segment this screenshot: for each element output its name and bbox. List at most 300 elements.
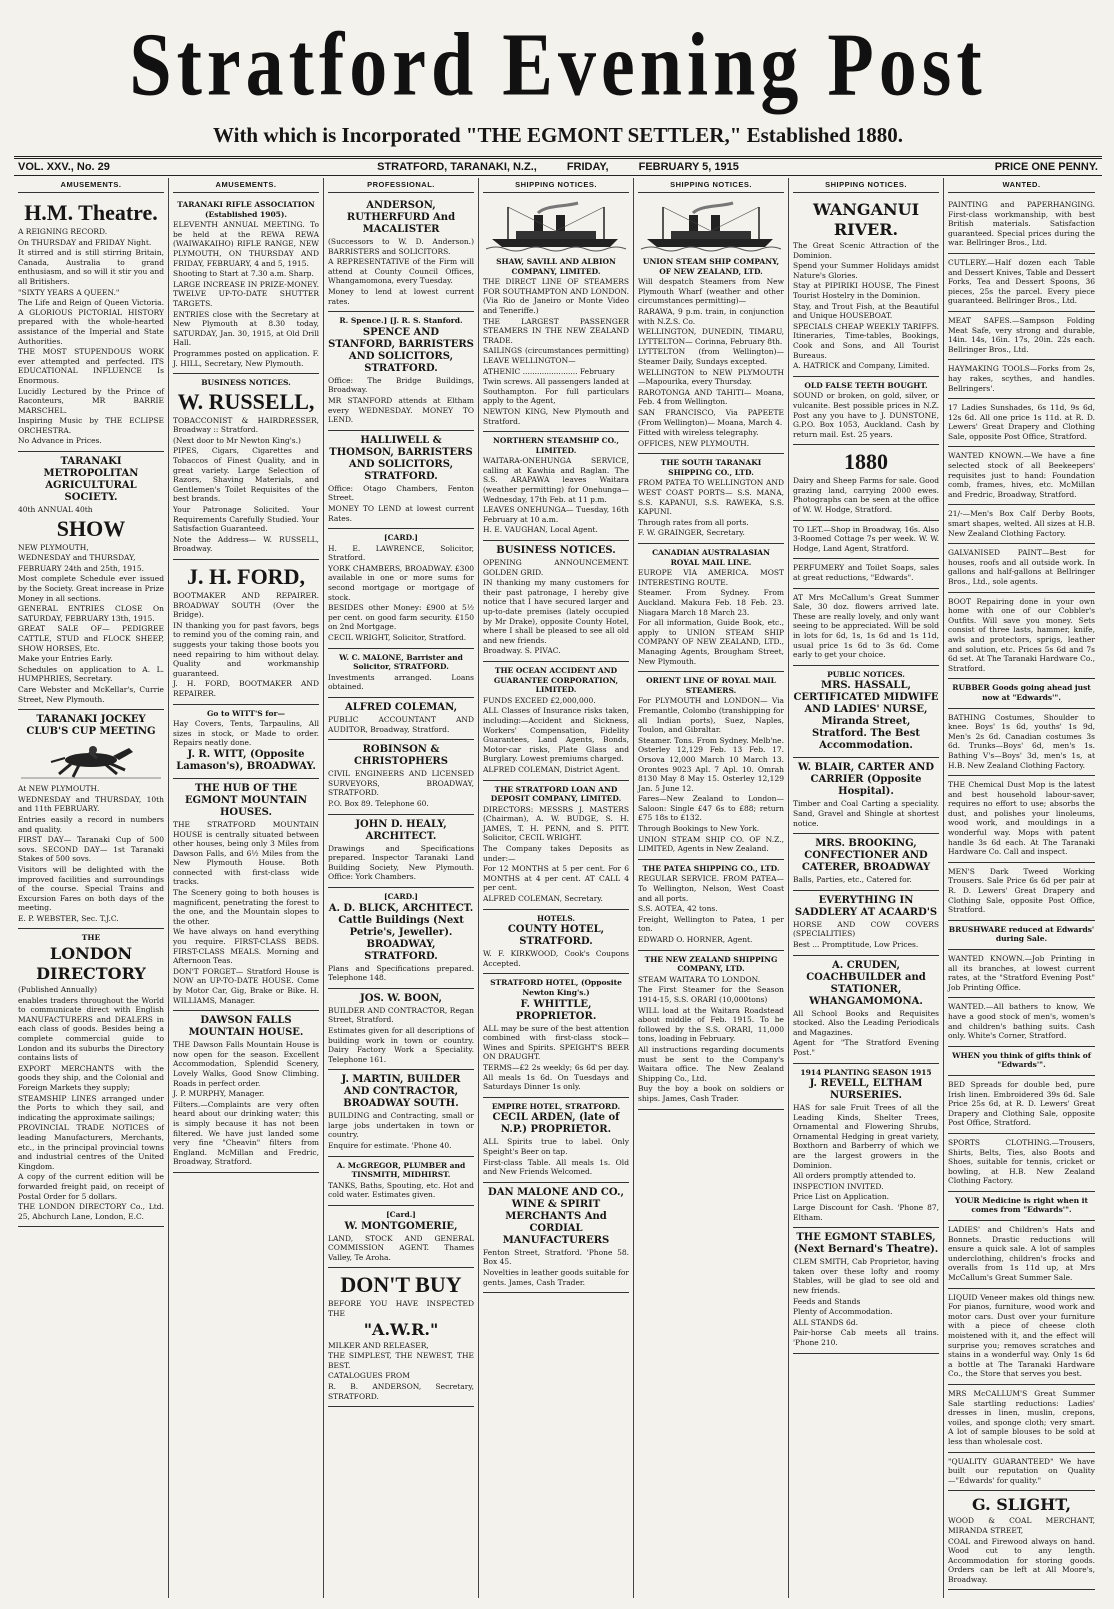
ad-text: WILL load at the Waitara Roadstead about middle of Feb. 1915. To be followed by the S.S. ORARI, 11,000 tons, loading in February.: [638, 1005, 784, 1044]
ad-text: HAS for sale Fruit Trees of all the Leading Kinds, Shelter Trees, Ornamental and Flowering Shrubs, Ornamental Hedging in great variety, Boxthorn and Barberry of which we are the largest growers in the Dominion.: [793, 1103, 939, 1170]
ad-text: YORK CHAMBERS, BROADWAY. £300 available in one or more sums for second mortgage or mortgage of stock.: [328, 563, 474, 602]
ad-text: PIPES, Cigars, Cigarettes and Tobaccos of Finest Quality, and in great variety. Large Selection of Razors, Shaving Materials, and Gentlemen's Toilet Requisites of the best brands.: [173, 446, 319, 504]
ad-text: DON'T BUY: [340, 1272, 462, 1298]
ad-text: JOHN D. HEALY, ARCHITECT.: [355, 818, 447, 842]
advertisement: [948, 921, 1095, 950]
ad-text: OFFICES, NEW PLYMOUTH.: [638, 438, 750, 448]
ad-text: Estimates given for all descriptions of building work in town or country. Dairy Factory Work a Speciality. Telephone 161.: [328, 1025, 474, 1064]
advertisement: [948, 1221, 1095, 1289]
advertisement: [948, 1047, 1095, 1076]
ad-text: Note the Address— W. RUSSELL, Broadway.: [173, 534, 319, 554]
ad-text: CATALOGUES FROM: [328, 1371, 410, 1381]
dateline: [14, 156, 1102, 176]
advertisement: [793, 521, 939, 560]
ad-text: LARGE INCREASE IN PRIZE-MONEY. TWELVE UP-TO-DATE SHUTTER TARGETS.: [173, 279, 319, 308]
advertisement: [328, 888, 474, 989]
advertisement: [328, 1157, 474, 1206]
ad-text: ALL STANDS 6d.: [793, 1317, 858, 1327]
ad-text: Plans and Specifications prepared. Telephone 148.: [328, 963, 474, 983]
advertisement: [948, 1192, 1095, 1221]
ad-text: GREAT SALE OF— PEDIGREE CATTLE, STUD and FLOCK SHEEP, SHOW HORSES, Etc.: [18, 624, 164, 653]
advertisement: [948, 1385, 1095, 1453]
ad-text: Balls, Parties, etc., Catered for.: [793, 875, 912, 885]
ad-text: WANTED KNOWN.—We have a fine selected stock of all Beekeepers' requisites just to hand: Foundation comb, frames, hives, etc. McMillan and Fredric, Broadway, Stratford.: [948, 451, 1095, 499]
ad-text: J. H. FORD, BOOTMAKER AND REPAIRER.: [173, 679, 319, 698]
column-3: [324, 178, 479, 1598]
ad-text: Timber and Coal Carting a speciality. Sand, Gravel and Shingle at shortest notice.: [793, 799, 939, 828]
ad-text: 17 Ladies Sunshades, 6s 11d, 9s 6d, 12s 6d. All one price 1s 11d. at R. D. Lewers' Great Drapery and Clothing Sale, opposite Post Office, Stratford.: [948, 403, 1095, 441]
ad-text: [CARD.]: [384, 891, 418, 901]
advertisement: [948, 863, 1095, 921]
ad-text: Money to lend at lowest current rates.: [328, 286, 474, 306]
ad-text: [Card.]: [386, 1210, 416, 1220]
ad-text: STRATFORD HOTEL, (Opposite Newton King's.): [490, 978, 622, 997]
advertisement: [173, 560, 319, 705]
advertisement: [948, 950, 1095, 998]
ad-text: (Successors to W. D. Anderson.) BARRISTERS and SOLICITORS.: [328, 237, 474, 256]
advertisement: [948, 1289, 1095, 1385]
steamship-illustration: [638, 201, 784, 253]
ad-text: J. REVELL, ELTHAM NURSERIES.: [809, 1078, 923, 1102]
ad-text: Through Bookings to New York.: [638, 824, 760, 834]
advertisement: [328, 196, 474, 312]
advertisement: [328, 1070, 474, 1156]
ad-text: All instructions regarding documents must be sent to the Company's Waitara office. The New Zealand Shipping Co., Ltd.: [638, 1044, 784, 1083]
ad-text: Stay, and Trout Fish, at the Beautiful and Unique HOUSEBOAT.: [793, 301, 939, 321]
advertisement: [948, 1134, 1095, 1192]
ad-text: SAILINGS (circumstances permitting) LEAVE WELLINGTON—: [483, 346, 629, 365]
ad-text: STEAMSHIP LINES arranged under the Ports to which they sail, and indicating the approximate sailings;: [18, 1093, 164, 1122]
ad-text: For all information, Guide Book, etc., apply to UNION STEAM SHIP COMPANY OF NEW ZEALAND, LTD., Managing Agents, Brougham Street, New Plymouth.: [638, 618, 784, 666]
ad-text: A copy of the current edition will be forwarded freight paid, on receipt of Postal Order for 5 dollars.: [18, 1172, 164, 1201]
ad-text: PAINTING and PAPERHANGING. First-class workmanship, with best British materials. Satisfaction guaranteed. Special prices during the war. Bellringer Bros., Ltd.: [948, 200, 1095, 248]
ad-text: EDWARD O. HORNER, Agent.: [638, 935, 753, 944]
advertisement: [638, 860, 784, 951]
advertisement: [948, 196, 1095, 254]
advertisement: [793, 758, 939, 834]
ad-text: Stay at PIPIRIKI HOUSE, The Finest Tourist Hostelry in the Dominion.: [793, 281, 939, 300]
ad-text: FUNDS EXCEED £2,000,000.: [483, 695, 596, 705]
advertisement: [483, 432, 629, 541]
ad-text: A. HATRICK and Company, Limited.: [793, 361, 930, 371]
ad-text: HALLIWELL & THOMSON, BARRISTERS AND SOLICITORS, STRATFORD.: [329, 434, 473, 482]
ad-text: NORTHERN STEAMSHIP CO., LIMITED.: [493, 436, 619, 455]
advertisement: [18, 929, 164, 1227]
ad-text: THE PATEA SHIPPING CO., LTD.: [642, 863, 780, 873]
ad-text: MONEY TO LEND at lowest current Rates.: [328, 503, 474, 523]
ad-text: MEAT SAFES.—Sampson Folding Meat Safe, very strong and durable, 14in. 14s, 16in. 17s, 20in. 22s each. Bellringer Bros., Ltd.: [948, 315, 1095, 354]
ad-text: RARAWA, 9 p.m. train, in conjunction with N.Z.S. Co.: [638, 306, 784, 326]
ad-text: FIRST DAY— Taranaki Cup of 500 sovs. SECOND DAY— 1st Taranaki Stakes of 500 sovs.: [18, 835, 164, 864]
issue-date: FEBRUARY 5, 1915: [638, 161, 739, 173]
advertisement: [793, 1228, 939, 1353]
ad-text: JOS. W. BOON,: [360, 992, 442, 1004]
advertisement: [18, 710, 164, 929]
ad-text: IN thanking you for past favors, begs to remind you of the coming rain, and suggests your taking those boots you need repairing to him without delay. Quality and workmanship guaranteed.: [173, 620, 319, 678]
advertisement: [328, 649, 474, 698]
ad-text: No Advance in Prices.: [18, 436, 102, 446]
advertisement: [483, 910, 629, 975]
advertisement: [638, 672, 784, 860]
advertisement: [328, 431, 474, 529]
ad-text: Most complete Schedule ever issued by the Society. Great increase in Prize Money in all sections.: [18, 574, 164, 603]
ad-text: 1880: [844, 449, 888, 475]
ad-text: PERFUMERY and Toilet Soaps, sales at great reductions, "Edwards".: [793, 563, 939, 583]
ad-text: BOOTMAKER AND REPAIRER. BROADWAY SOUTH (Over the Bridge).: [173, 591, 319, 620]
ad-text: SOUND or broken, on gold, silver, or vulcanite. Best possible prices in N.Z. Post any you have to J. DUNSTONE, G.P.O. Box 1053, Auckland. Cash by return mail. Est. 25 years.: [793, 391, 939, 439]
column-header: AMUSEMENTS.: [18, 178, 164, 193]
ad-text: SPORTS CLOTHING.—Trousers, Shirts, Belts, Ties, also Boots and Shoes, suitable for tennis, cricket or bowling, at H.B. New Zealand Clothing Factory.: [948, 1137, 1095, 1186]
advertisement: [793, 589, 939, 666]
ad-text: MILKER AND RELEASER,: [328, 1340, 429, 1350]
ad-text: First-class Table. All meals 1s. Old and New Friends Welcomed.: [483, 1157, 629, 1177]
ad-text: THE LONDON DIRECTORY Co., Ltd. 25, Abchurch Lane, London, E.C.: [18, 1202, 164, 1221]
ad-text: IN thanking my many customers for their past patronage, I hereby give notice that I have secured larger and up-to-date premises (lately occupied by Mr Drake), opposite County Hotel, where I shall be pleased to see all old and new friends.: [483, 578, 629, 645]
advertisement: [483, 196, 629, 432]
advertisement: [948, 998, 1095, 1046]
ad-text: SPECIALS CHEAP WEEKLY TARIFFS. Itineraries, Time-tables, Bookings, Cook and Sons, and All Tourist Bureaus.: [793, 321, 939, 360]
ad-text: "QUALITY GUARANTEED" We have built our reputation on Quality—"Edwards' for quality.": [948, 1456, 1095, 1485]
ad-text: THE STRATFORD MOUNTAIN HOUSE is centrally situated between other houses, being only 3 Miles from Dawson Falls, and 6½ Miles from the New Plymouth House. Both connected with first-class wide tracks.: [173, 819, 319, 887]
advertisement: [328, 815, 474, 888]
ad-text: AT Mrs McCallum's Great Summer Sale, 30 doz. flowers arrived late. These are really lovely, and only want seeing to be appreciated. Will be sold in lots for 6d, 1s, 1s 6d and 1s 11d, usual price 1s 6d to 3s 6d. Come early to get your choice.: [793, 592, 939, 660]
ad-text: BED Spreads for double bed, pure Irish linen. Embroidered 39s 6d. Sale Price 25s 6d, at R. D. Lewers' Great Drapery and Clothing Sale, opposite Post Office, Stratford.: [948, 1079, 1095, 1128]
ad-text: DON'T FORGET— Stratford House is NOW an UP-TO-DATE HOUSE. Come by Motor Car, Gig, Brake or Bike. H. WILLIAMS, Manager.: [173, 966, 319, 1005]
advertisement: [793, 196, 939, 377]
ad-text: H.M. Theatre.: [24, 200, 158, 225]
ad-text: PUBLIC ACCOUNTANT AND AUDITOR, Broadway, Stratford.: [328, 715, 474, 734]
advertisement: [948, 447, 1095, 505]
ad-text: BUSINESS NOTICES.: [496, 545, 616, 557]
ad-text: DAN MALONE AND CO., WINE & SPIRIT MERCHANTS And CORDIAL MANUFACTURERS: [488, 1186, 624, 1246]
ad-text: Will despatch Steamers from New Plymouth Wharf (weather and other circumstances permitting)—: [638, 277, 784, 306]
ad-text: "A.W.R.": [363, 1319, 439, 1339]
ad-text: NEW PLYMOUTH,: [18, 542, 89, 552]
ad-text: Go to WITT'S for—: [207, 708, 285, 718]
ad-text: ANDERSON, RUTHERFURD And MACALISTER: [346, 200, 456, 235]
advertisement: [793, 559, 939, 588]
ad-text: ALL may be sure of the best attention combined with first-class stock—Wines and Spirits. SPEIGHT'S BEER ON DRAUGHT.: [483, 1023, 629, 1062]
ad-text: Drawings and Specifications prepared. Inspector Taranaki Land Building Society, New Plymouth. Office: York Chambers.: [328, 843, 474, 882]
ad-text: Shooting to Start at 7.30 a.m. Sharp.: [173, 269, 314, 279]
advertisement: [948, 1453, 1095, 1492]
ad-text: ALFRED COLEMAN, Secretary.: [483, 894, 603, 904]
ad-text: FROM PATEA TO WELLINGTON AND WEST COAST PORTS— S.S. MANA, S.S. KAPANUI, S.S. RAWEKA, S.S. KAPUNI.: [638, 478, 784, 517]
ad-text: PROVINCIAL TRADE NOTICES of leading Manufacturers, Merchants, etc., in the principal provincial towns and industrial centres of the United Kingdom.: [18, 1123, 164, 1171]
ad-text: All School Books and Requisites stocked. Also the Leading Periodicals and Magazines.: [793, 1008, 939, 1037]
ad-text: MRS. BROOKING, CONFECTIONER AND CATERER, BROADWAY: [801, 838, 931, 874]
ad-text: For 12 MONTHS at 5 per cent. For 6 MONTHS at 4 per cent. AT CALL 4 per cent.: [483, 864, 629, 893]
advertisement: [793, 891, 939, 956]
weekday: FRIDAY,: [566, 161, 609, 173]
ad-text: WELLINGTON, DUNEDIN, TIMARU, LYTTELTON— Corinna, February 8th.: [638, 327, 784, 346]
ad-text: UNION STEAM SHIP CO. OF N.Z., LIMITED, Agents in New Zealand.: [638, 834, 784, 854]
ad-text: COUNTY HOTEL, STRATFORD.: [507, 924, 605, 948]
ad-text: YOUR Medicine is right when it comes from "Edwards'".: [954, 1195, 1088, 1215]
advertisement: [173, 779, 319, 1011]
advertisement: [328, 740, 474, 814]
advertisement: [948, 679, 1095, 708]
ad-text: SHAW, SAVILL AND ALBION COMPANY, LIMITED.: [496, 257, 616, 276]
advertisement: [948, 312, 1095, 360]
place: STRATFORD, TARANAKI, N.Z.,: [377, 161, 537, 173]
advertisement: [173, 374, 319, 560]
ad-text: RAROTONGA AND TAHITI— Moana, Feb. 4 from Wellington.: [638, 387, 784, 407]
ad-text: NEWTON KING, New Plymouth and Stratford.: [483, 406, 629, 426]
column-header: SHIPPING NOTICES.: [483, 178, 629, 193]
ad-text: The First Steamer for the Season 1914-15, S.S. ORARI (10,000tons): [638, 985, 784, 1004]
advertisement: [483, 781, 629, 910]
ship-icon: [483, 201, 629, 253]
ad-text: Make your Entries Early.: [18, 654, 113, 664]
ad-text: THE DIRECT LINE OF STEAMERS FOR SOUTHAMPTON AND LONDON. (Via Rio de Janeiro or Monte Video and Teneriffe.): [483, 277, 629, 315]
advertisement: [948, 399, 1095, 447]
ad-text: J. R. WITT, (Opposite Lamason's), BROADWAY.: [176, 748, 316, 772]
ad-text: 40th ANNUAL 40th: [18, 505, 93, 515]
ad-text: CUTLERY.—Half dozen each Table and Dessert Knives, Table and Dessert Forks, Tea and Dessert Spoons, 36 pieces, 25s the parcel. Every piece guaranteed. Bellringer Bros., Ltd.: [948, 257, 1095, 306]
advertisement: [948, 544, 1095, 592]
ad-text: Plenty of Accommodation.: [793, 1307, 893, 1317]
advertisement: [483, 1098, 629, 1183]
column-7: [944, 178, 1099, 1598]
ad-text: INSPECTION INVITED.: [793, 1181, 884, 1191]
advertisement: [638, 951, 784, 1110]
ad-text: J. H. FORD,: [187, 564, 305, 589]
column-header: PROFESSIONAL.: [328, 178, 474, 193]
ad-text: BATHING Costumes, Shoulder to knee. Boys' 1s 6d, youths' 1s 9d, Men's 2s 6d. Canadian costumes 3s 6d. Trunks—Boys' 6d, men's 1s. Bathing V's—Boys' 3d, men's 1s, at H.B. New Zealand Clothing Factory.: [948, 712, 1095, 770]
ad-text: Office: The Bridge Buildings, Broadway.: [328, 375, 474, 395]
advertisement: [638, 544, 784, 672]
ad-text: THE LARGEST PASSENGER STEAMERS IN THE NEW ZEALAND TRADE.: [483, 316, 629, 345]
column-header: SHIPPING NOTICES.: [638, 178, 784, 193]
ad-text: REGULAR SERVICE. FROM PATEA— To Wellington, Nelson, West Coast and all ports.: [638, 874, 784, 903]
ad-text: THE SIMPLEST, THE NEWEST, THE BEST.: [328, 1351, 474, 1370]
advertisement: [793, 1064, 939, 1229]
ship-icon: [638, 201, 784, 253]
ad-text: THE MOST STUPENDOUS WORK ever attempted and perfected. ITS EDUCATIONAL INFLUENCE Is Enormous.: [18, 347, 164, 385]
ad-text: Fenton Street, Stratford. 'Phone 58. Box 45.: [483, 1247, 629, 1267]
ad-text: LONDON DIRECTORY: [36, 944, 146, 984]
ad-text: H. E. VAUGHAN, Local Agent.: [483, 525, 598, 535]
ad-text: The Company takes Deposits as under:—: [483, 844, 629, 863]
ad-text: Twin screws. All passengers landed at Southampton. For full particulars apply to the Agent,: [483, 377, 629, 406]
advertisement: [793, 377, 939, 446]
advertisement: [948, 593, 1095, 680]
ad-text: WANTED.—All bathers to know, We have a good stock of men's, women's and children's bathing suits. Cash only. White's Corner, Stratford.: [948, 1002, 1095, 1041]
advertisement: [328, 529, 474, 649]
ad-text: Filters.—Complaints are very often heard about our drinking water; this is simply because it has not been filtered. We have just landed some very fine "Cheavin" filters from England. McMillan and Fredric, Broadway, Stratford.: [173, 1099, 319, 1167]
ad-text: (Published Annually): [18, 985, 98, 995]
ad-text: ROBINSON & CHRISTOPHERS: [354, 744, 448, 768]
ad-text: TANKS, Baths, Spouting, etc. Hot and cold water. Estimates given.: [328, 1180, 474, 1200]
ad-text: Inspiring Music by THE ECLIPSE ORCHESTRA.: [18, 416, 164, 435]
ad-text: WOOD & COAL MERCHANT, MIRANDA STREET,: [948, 1516, 1095, 1535]
masthead-subtitle: With which is Incorporated "THE EGMONT SETTLER," Established 1880.: [212, 123, 903, 147]
ad-text: STEAM WAITARA TO LONDON.: [638, 974, 761, 984]
advertisement: [948, 505, 1095, 544]
ad-text: CANADIAN AUSTRALASIAN ROYAL MAIL LINE.: [652, 548, 770, 567]
ad-text: CLEM SMITH, Cab Proprietor, having taken over these lofty and roomy Stables, will be glad to see old and new friends.: [793, 1257, 939, 1295]
ad-text: F. W. GRAINGER, Secretary.: [638, 528, 745, 538]
ad-text: Visitors will be delighted with the improved facilities and surroundings of the course. Special Trains and Excursion Fares on both days of the meeting.: [18, 864, 164, 913]
masthead-title: Stratford Evening Post: [129, 15, 987, 115]
ad-text: CIVIL ENGINEERS AND LICENSED SURVEYORS, BROADWAY, STRATFORD.: [328, 769, 474, 798]
ad-text: LAND, STOCK AND GENERAL COMMISSION AGENT. Thames Valley, Te Aroha.: [328, 1233, 474, 1262]
ad-text: RUBBER Goods going ahead just now at "Edwards'".: [952, 683, 1091, 702]
ad-text: TO LET.—Shop in Broadway, 16s. Also 3-Roomed Cottage 7s per week. W. W. Hodge, Land Agent, Stratford.: [793, 524, 939, 553]
ad-text: THE EGMONT STABLES, (Next Bernard's Theatre).: [793, 1232, 939, 1256]
ad-text: Lucidly Lectured by the Prince of Raconteurs, MR BARRIE MARSCHEL.: [18, 386, 164, 415]
advertisement: [328, 1206, 474, 1268]
advertisement: [793, 834, 939, 891]
ad-text: WHEN you think of gifts think of "Edwards'".: [952, 1050, 1091, 1070]
ad-text: [CARD.]: [384, 533, 418, 543]
ad-text: Fitted with wireless telegraphy.: [638, 428, 759, 438]
ad-text: On THURSDAY and FRIDAY Night.: [18, 237, 152, 247]
ad-text: TERMS—£2 2s weekly; 6s 6d per day. All meals 1s 6d. On Tuesdays and Saturdays Dinner 1s only.: [483, 1062, 629, 1092]
ad-text: ELEVENTH ANNUAL MEETING. To be held at the REWA REWA (WAIWAKAIHO) RIFLE RANGE, NEW PLYMOUTH, ON THURSDAY AND FRIDAY, FEBRUARY, 4 and 5, 1915.: [173, 220, 319, 268]
advertisement: [173, 196, 319, 374]
ad-text: UNION STEAM SHIP COMPANY, OF NEW ZEALAND, LTD.: [642, 257, 780, 276]
ad-text: LADIES' and Children's Hats and Bonnets. Drastic reductions will ensure a quick sale. A lot of samples underclothing, children's frocks and overalls from 1s 11d up, at Mrs McCallum's Great Summer Sale.: [948, 1225, 1095, 1283]
ad-text: J. MARTIN, BUILDER AND CONTRACTOR, BROADWAY SOUTH.: [341, 1074, 461, 1110]
ad-text: PUBLIC NOTICES.: [827, 669, 905, 679]
advertisement: [18, 196, 164, 452]
ad-text: BUILDING and Contracting, small or large jobs undertaken in town or country.: [328, 1111, 474, 1140]
ad-text: J. P. MURPHY, Manager.: [173, 1089, 265, 1099]
ad-text: Investments arranged. Loans obtained.: [328, 672, 474, 692]
ad-text: LYTTELTON (from Wellington)— Steamer Daily, Sundays excepted.: [638, 347, 784, 366]
ad-text: Novelties in leather goods suitable for gents. James, Cash Trader.: [483, 1267, 629, 1287]
advertisement: [948, 1491, 1095, 1590]
ad-text: A REIGNING RECORD.: [18, 227, 108, 236]
ad-text: G. SLIGHT,: [971, 1495, 1072, 1515]
ad-text: For PLYMOUTH and LONDON— Via Fremantle, Colombo (transhipping for all Indian ports), Suez, Naples, Toulon, and Gibraltar.: [638, 696, 784, 735]
ad-text: GALVANISED PAINT—Best for houses, roofs and all outside work. In gallons and half-gallons at Bellringer Bros., Ltd., sole agents.: [948, 548, 1095, 586]
column-header: WANTED.: [948, 178, 1095, 193]
ad-text: MR STANFORD attends at Eltham every WEDNESDAY. MONEY TO LEND.: [328, 395, 474, 425]
ad-text: THE NEW ZEALAND SHIPPING COMPANY, LTD.: [644, 954, 778, 974]
ad-text: THE Chemical Dust Mop is the latest and best household labour-saver, requires no effort to use; absorbs the dust, and polishes your linoleums, wood work, and mouldings in a wonderful way. Mops with patent handle 3s 6d each. At The Taranaki Hardware Co. Call and inspect.: [948, 780, 1095, 857]
ad-text: W. BLAIR, CARTER AND CARRIER (Opposite Hospital).: [797, 762, 935, 798]
ad-text: MRS McCALLUM'S Great Summer Sale startling reductions: Ladies' dresses in linen, muslin, crepons, voiles, and sponge cloth; very smart. A lot of sample blouses to be sold at less than wholesale cost.: [948, 1388, 1095, 1446]
ad-text: Office: Otago Chambers, Fenton Street.: [328, 483, 474, 503]
column-header: SHIPPING NOTICES.: [793, 178, 939, 193]
advertisement: [483, 1183, 629, 1293]
ad-text: Care Webster and McKellar's, Currie Street, New Plymouth.: [18, 684, 164, 704]
ad-text: LIQUID Veneer makes old things new. For pianos, furniture, wood work and motor cars. Dust over your furniture with a piece of cheese cloth moistened with it, and the effect will surprise you; removes scratches and stains in a wonderful way. Only 1s 6d a bottle at The Taranaki Hardware Co., the Store that serves you best.: [948, 1292, 1095, 1379]
advertisement: [173, 1011, 319, 1173]
ad-text: All orders promptly attended to.: [793, 1171, 916, 1181]
ad-text: WAITARA-ONEHUNGA SERVICE, calling at Kawhia and Raglan. The S.S. ARAPAWA leaves Waitara (weather permitting) for Onehunga— Wednesday, 17th Feb. at 11 p.m.: [483, 456, 629, 504]
ad-text: 1914 PLANTING SEASON 1915: [800, 1067, 932, 1077]
ad-text: BRUSHWARE reduced at Edwards' during Sale.: [948, 924, 1095, 944]
ad-text: LEAVES ONEHUNGA— Tuesday, 16th February at 10 a.m.: [483, 505, 629, 524]
advertisement: [328, 1268, 474, 1407]
ad-text: DIRECTORS: MESSRS J. MASTERS (Chairman), A. W. BUDGE, S. H. JAMES, T. H. PENN, and S. PITT. Solicitor, CECIL WRIGHT.: [483, 804, 629, 843]
racehorse-illustration: [18, 740, 164, 780]
advertisement: [173, 705, 319, 779]
ad-text: EUROPE VIA AMERICA. MOST INTERESTING ROUTE.: [638, 568, 784, 587]
ad-text: "SIXTY YEARS A QUEEN.": [18, 287, 120, 297]
ad-text: E. P. WEBSTER, Sec. T.J.C.: [18, 913, 119, 923]
ad-text: WEDNESDAY and THURSDAY, 10th and 11th FEBRUARY.: [18, 794, 164, 814]
column-6: [789, 178, 944, 1598]
ad-text: Buy the boy a book on soldiers or ships. James, Cash Trader.: [638, 1084, 784, 1103]
ad-text: CECIL WRIGHT, Solicitor, Stratford.: [328, 633, 467, 643]
ad-text: BOOT Repairing done in your own home with one of our Cobbler's Outfits. Will save you money. Sets consist of three lasts, hammer, knife, awls and protectors, sprigs, leather and solution, etc. Prices 5s 6d and 7s 6d set. At The Taranaki Hardware Co., Stratford.: [948, 596, 1095, 673]
ad-text: Steamer. Tons. From Sydney. Melb'ne. Osterley 12,129 Feb. 13 Feb. 17. Orsova 12,000 March 10 March 13. Orontes 9023 Apl. 7 Apl. 10. Omrah 8130 May 8 May 15. Osterley 12,129 Jan. 5 June 12.: [638, 735, 784, 793]
ad-text: Best ... Promptitude, Low Prices.: [793, 939, 919, 949]
ad-text: At NEW PLYMOUTH.: [18, 784, 100, 794]
ad-text: W. F. KIRKWOOD, Cook's Coupons Accepted.: [483, 949, 629, 968]
ad-text: W. C. MALONE, Barrister and Solicitor, STRATFORD.: [339, 652, 463, 672]
ad-text: BUILDER AND CONTRACTOR, Regan Street, Stratford.: [328, 1005, 474, 1025]
ad-text: WANGANUI RIVER.: [812, 200, 920, 239]
advertisement: [483, 541, 629, 662]
ad-text: COAL and Firewood always on hand. Wood cut to any length. Accommodation for storing goods. Orders can be left at All Moore's, Broadway.: [948, 1536, 1095, 1584]
ad-text: Through rates from all ports.: [638, 517, 749, 527]
advertisement: [483, 662, 629, 781]
ad-text: Programmes posted on application. F. J. HILL, Secretary, New Plymouth.: [173, 348, 319, 368]
advertisement: [948, 360, 1095, 399]
ad-text: THE HUB OF THE EGMONT MOUNTAIN HOUSES.: [184, 782, 308, 818]
ad-text: Feeds and Stands: [793, 1296, 861, 1306]
ad-text: ENTRIES close with the Secretary at New Plymouth at 8.30 today, SATURDAY, Jan. 30, 1915, at Old Drill Hall.: [173, 309, 319, 348]
advertisement: [638, 454, 784, 544]
ad-text: Large Discount for Cash. 'Phone 87, Eltham.: [793, 1203, 939, 1222]
ad-text: Pair-horse Cab meets all trains. 'Phone 210.: [793, 1328, 939, 1347]
ad-text: TARANAKI METROPOLITAN AGRICULTURAL SOCIETY.: [43, 456, 139, 504]
columns: [14, 178, 1102, 1598]
ad-text: H. E. LAWRENCE, Solicitor, Stratford.: [328, 543, 474, 563]
volume-number: VOL. XXV., No. 29: [18, 161, 110, 173]
ad-text: TARANAKI JOCKEY CLUB'S CUP MEETING: [26, 714, 156, 738]
ad-text: SHOW: [56, 515, 126, 541]
ad-text: TOBACCONIST & HAIRDRESSER, Broadway :: Stratford.: [173, 415, 319, 435]
ad-text: A. CRUDEN, COACHBUILDER and STATIONER, WHANGAMOMONA.: [806, 959, 926, 1007]
ad-text: DAWSON FALLS MOUNTAIN HOUSE.: [188, 1015, 304, 1039]
advertisement: [328, 698, 474, 740]
ad-text: HOTELS.: [537, 913, 575, 923]
advertisement: [948, 254, 1095, 312]
column-1: [14, 178, 169, 1598]
ad-text: Your Patronage Solicited. Your Requirements Carefully Studied. Your Satisfaction Guaranteed.: [173, 505, 319, 534]
advertisement: [328, 312, 474, 431]
ad-text: The Great Scenic Attraction of the Dominion.: [793, 241, 939, 260]
ad-text: MRS. HASSALL, CERTIFICATED MIDWIFE AND LADIES' NURSE, Miranda Street, Stratford. The Best Accommodation.: [793, 680, 939, 752]
advertisement: [483, 974, 629, 1097]
ad-text: SAN FRANCISCO, Via PAPEETE (From Wellington)— Moana, March 4.: [638, 407, 784, 427]
ad-text: BUSINESS NOTICES.: [201, 378, 291, 388]
ad-text: WANTED KNOWN.—Job Printing in all its branches, at lowest current rates, at the "Stratford Evening Post" Job Printing Office.: [948, 954, 1095, 992]
ad-text: ALFRED COLEMAN, District Agent.: [483, 764, 621, 774]
ad-text: A REPRESENTATIVE of the Firm will attend at County Council Offices, Whangamomona, every Tuesday.: [328, 257, 474, 286]
column-header: AMUSEMENTS.: [173, 178, 319, 193]
ad-text: EVERYTHING IN SADDLERY AT ACAARD'S: [794, 894, 938, 918]
ad-text: WELLINGTON to NEW PLYMOUTH —Mapourika, every Thursday.: [638, 367, 784, 387]
ad-text: EXPORT MERCHANTS with the goods they ship, and the Colonial and Foreign Markets they supply;: [18, 1063, 164, 1092]
ad-text: Steamer. From Sydney. From Auckland. Makura Feb. 18 Feb. 23. Niagara March 18 March 23.: [638, 588, 784, 617]
ad-text: It stirred and is still stirring Britain, Canada, Australia to grand enthusiasm, and so will it stir you and all Britishers.: [18, 248, 164, 286]
advertisement: [328, 989, 474, 1071]
ad-text: THE: [81, 933, 101, 943]
ad-text: F. WHITTLE, PROPRIETOR.: [515, 998, 597, 1022]
ad-text: Dairy and Sheep Farms for sale. Good grazing land, carrying 2000 ewes. Photographs can be seen at the office of W. W. Hodge, Stratford.: [793, 476, 939, 515]
ad-text: ALL Classes of Insurance risks taken, including:—Accident and Sickness, Workers' Compensation, Fidelity Guarantees, Land Agents, Bonds, Motor-car risks, Plate Glass and Burglary. Lowest premiums charged.: [483, 706, 629, 764]
ad-text: Fares—New Zealand to London— Saloon: Single £47 6s to £88; return £75 18s to £132.: [638, 794, 784, 823]
column-4: [479, 178, 634, 1598]
